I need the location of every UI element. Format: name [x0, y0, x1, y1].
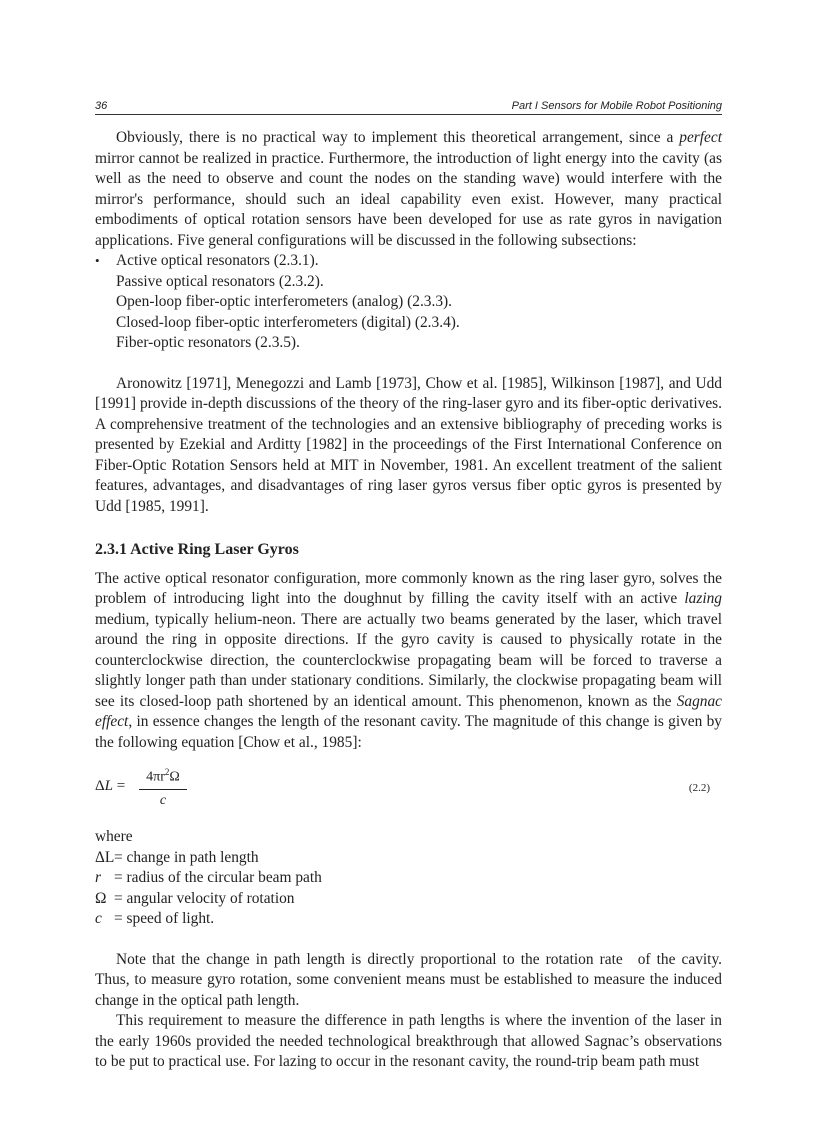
list-item: Closed-loop fiber-optic interferometers (digital) (2.3.4).	[116, 313, 460, 331]
definition-row: c = speed of light.	[95, 910, 215, 927]
equation-numerator: $4\pi r^2\Omega$	[139, 763, 187, 790]
running-title: Part I Sensors for Mobile Robot Positioning	[511, 100, 722, 112]
paragraph-proportional: Note that the change in path length is directly proportional to the rotation rate of the cavity. Thus, to measure gyro rotation, some convenient means must be established to measure the induced change in the optical path length.	[95, 950, 722, 1009]
list-item: Open-loop fiber-optic interferometers (analog) (2.3.3).	[116, 293, 453, 310]
page-number: 36	[95, 100, 108, 112]
section-heading: 2.3.1 Active Ring Laser Gyros	[95, 541, 299, 558]
paragraph-ring-laser: The active optical resonator configuration, more commonly known as the ring laser gyro, solves the problem of introducing light into the doughnut by filling the cavity itself with an active lazing medium, typically helium-neon. There are actually two beams generated by the laser, which travel around the ring in opposite directions. If the gyro cavity is caused to physically rotate in the counterclockwise direction, the counterclockwise propagating beam will be forced to traverse a slightly longer path than under stationary conditions. Similarly, the clockwise propagating beam will see its closed-loop path shortened by an identical amount. This phenomenon, known as the Sagnac effect, in essence changes the length of the resonant cavity. The magnitude of this change is given by the following equation [Chow et al., 1985]:	[95, 569, 722, 751]
definition-row: r = radius of the circular beam path	[95, 869, 322, 886]
configuration-list	[95, 251, 722, 354]
equation-fraction	[139, 763, 187, 812]
definition-row: Ω = angular velocity of rotation	[95, 889, 295, 907]
paragraph-references: Aronowitz [1971], Menegozzi and Lamb [1973], Chow et al. [1985], Wilkinson [1987], and Udd [1991] provide in-depth discussions of the theory of the ring-laser gyro and its fiber-optic derivatives. A comprehensive treatment of the technologies and an extensive bibliography of preceding works is presented by Ezekial and Arditty [1982] in the proceedings of the First International Conference on Fiber-Optic Rotation Sensors held at MIT in November, 1981. An excellent treatment of the salient features, advantages, and disadvantages of ring laser gyros versus fiber optic gyros is presented by Udd [1985, 1991].	[95, 374, 722, 515]
equation-number: (2.2)	[688, 782, 710, 794]
list-item: Fiber-optic resonators (2.3.5).	[116, 334, 300, 351]
running-header	[95, 100, 722, 115]
equation-denominator: c	[159, 792, 167, 808]
where-label: where	[95, 828, 133, 845]
list-item: • Active optical resonators (2.3.1).	[95, 251, 722, 272]
equation-2-2	[95, 763, 722, 813]
list-item: Passive optical resonators (2.3.2).	[116, 272, 324, 290]
paragraph-intro: Obviously, there is no practical way to implement this theoretical arrangement, since a perfect mirror cannot be realized in practice. Furthermore, the introduction of light energy into the cavity (as well as the need to observe and count the nodes on the standing wave) would interfere with the mirror's performance, should such an ideal capability even exist. However, many practical embodiments of optical rotation sensors have been developed for use as rate gyros in navigation applications. Five general configurations will be discussed in the following subsections:	[95, 129, 722, 249]
page	[95, 100, 722, 1073]
paragraph-laser-invention: This requirement to measure the difference in path lengths is where the invention of the laser in the early 1960s provided the needed technological breakthrough that allowed Sagnac’s observations to be put to practical use. For lazing to occur in the resonant cavity, the round-trip beam path must	[95, 1012, 722, 1070]
definitions-list	[95, 848, 722, 930]
equation-lhs: ΔL =	[95, 778, 126, 794]
definition-row: ΔL = change in path length	[95, 848, 259, 866]
